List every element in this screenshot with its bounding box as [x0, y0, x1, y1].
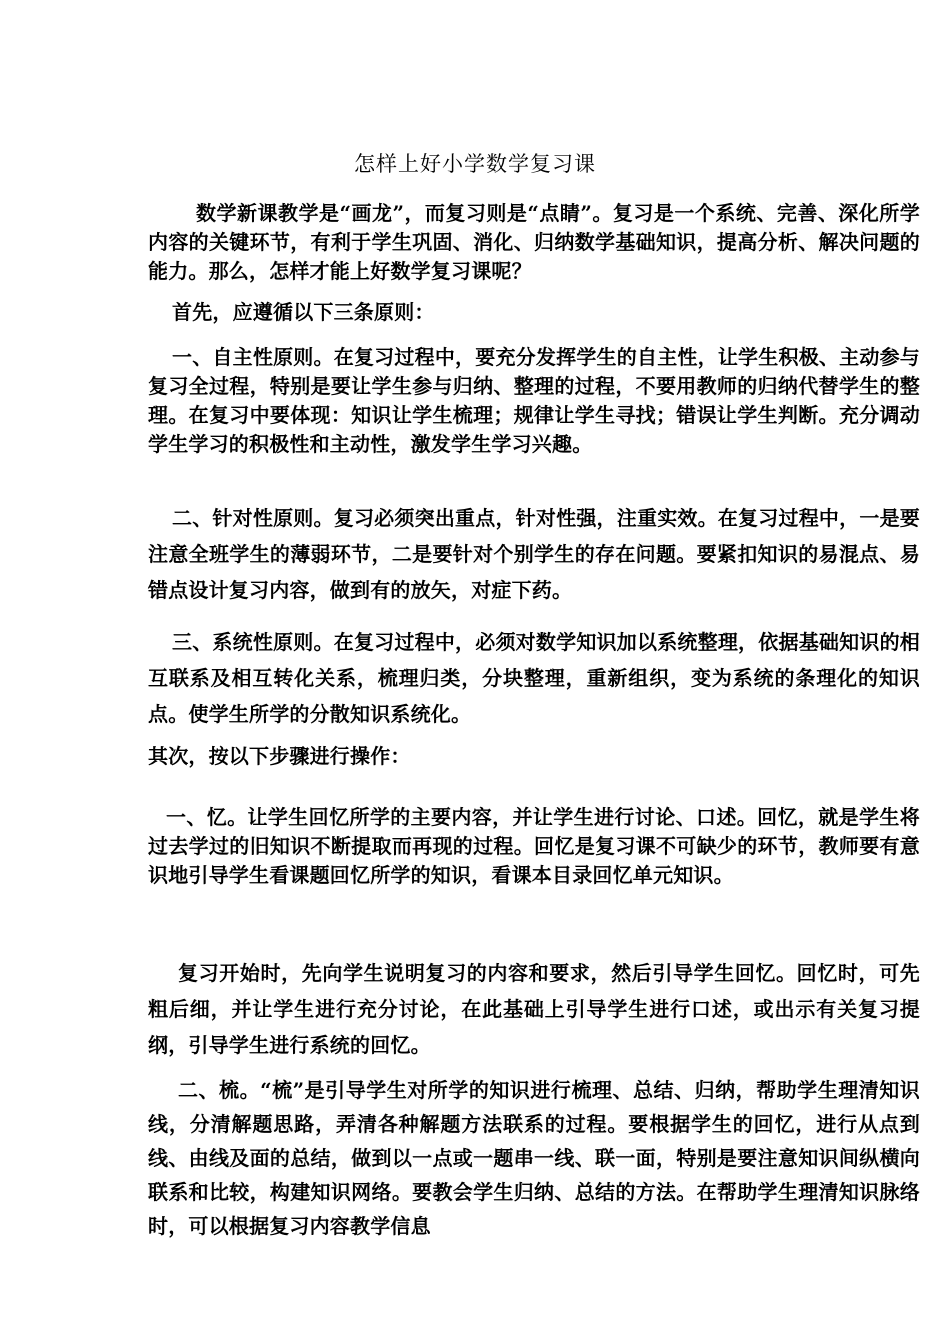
principle-1-paragraph: 一、自主性原则。在复习过程中，要充分发挥学生的自主性，让学生积极、主动参与复习全过程，特别是要让学生参与归纳、整理的过程，不要用教师的归纳代替学生的整理。在复习中要体现：知识让学生梳理；规律让学生寻找；错误让学生判断。充分调动学生学习的积极性和主动性，激发学生学习兴趣。 — [148, 345, 920, 456]
document-title: 怎样上好小学数学复习课 — [354, 152, 596, 176]
step-1-detail-paragraph: 复习开始时，先向学生说明复习的内容和要求，然后引导学生回忆。回忆时，可先粗后细，并让学生进行充分讨论，在此基础上引导学生进行口述，或出示有关复习提纲，引导学生进行系统的回忆。 — [148, 961, 920, 1057]
steps-heading: 其次，按以下步骤进行操作： — [148, 744, 411, 768]
step-2-paragraph: 二、梳。“梳”是引导学生对所学的知识进行梳理、总结、归纳，帮助学生理清知识线，分清解题思路，弄清各种解题方法联系的过程。要根据学生的回忆，进行从点到线、由线及面的总结，做到以一点或一题串一线、联一面，特别是要注意知识间纵横向联系和比较，构建知识网络。要教会学生归纳、总结的方法。在帮助学生理清知识脉络时，可以根据复习内容教学信息 — [148, 1078, 920, 1238]
step-1-paragraph: 一、忆。让学生回忆所学的主要内容，并让学生进行讨论、口述。回忆，就是学生将过去学过的旧知识不断提取而再现的过程。回忆是复习课不可缺少的环节，教师要有意识地引导学生看课题回忆所学的知识，看课本目录回忆单元知识。 — [148, 805, 920, 887]
intro-paragraph: 数学新课教学是“画龙”，而复习则是“点睛”。复习是一个系统、完善、深化所学内容的关键环节，有利于学生巩固、消化、归纳数学基础知识，提高分析、解决问题的能力。那么，怎样才能上好数学复习课呢？ — [148, 201, 920, 283]
principle-3-paragraph: 三、系统性原则。在复习过程中，必须对数学知识加以系统整理，依据基础知识的相互联系及相互转化关系，梳理归类，分块整理，重新组织，变为系统的条理化的知识点。使学生所学的分散知识系统化。 — [148, 630, 920, 726]
principles-heading: 首先，应遵循以下三条原则： — [172, 300, 435, 324]
principle-2-paragraph: 二、针对性原则。复习必须突出重点，针对性强，注重实效。在复习过程中，一是要注意全班学生的薄弱环节，二是要针对个别学生的存在问题。要紧扣知识的易混点、易错点设计复习内容，做到有的放矢，对症下药。 — [148, 506, 920, 602]
